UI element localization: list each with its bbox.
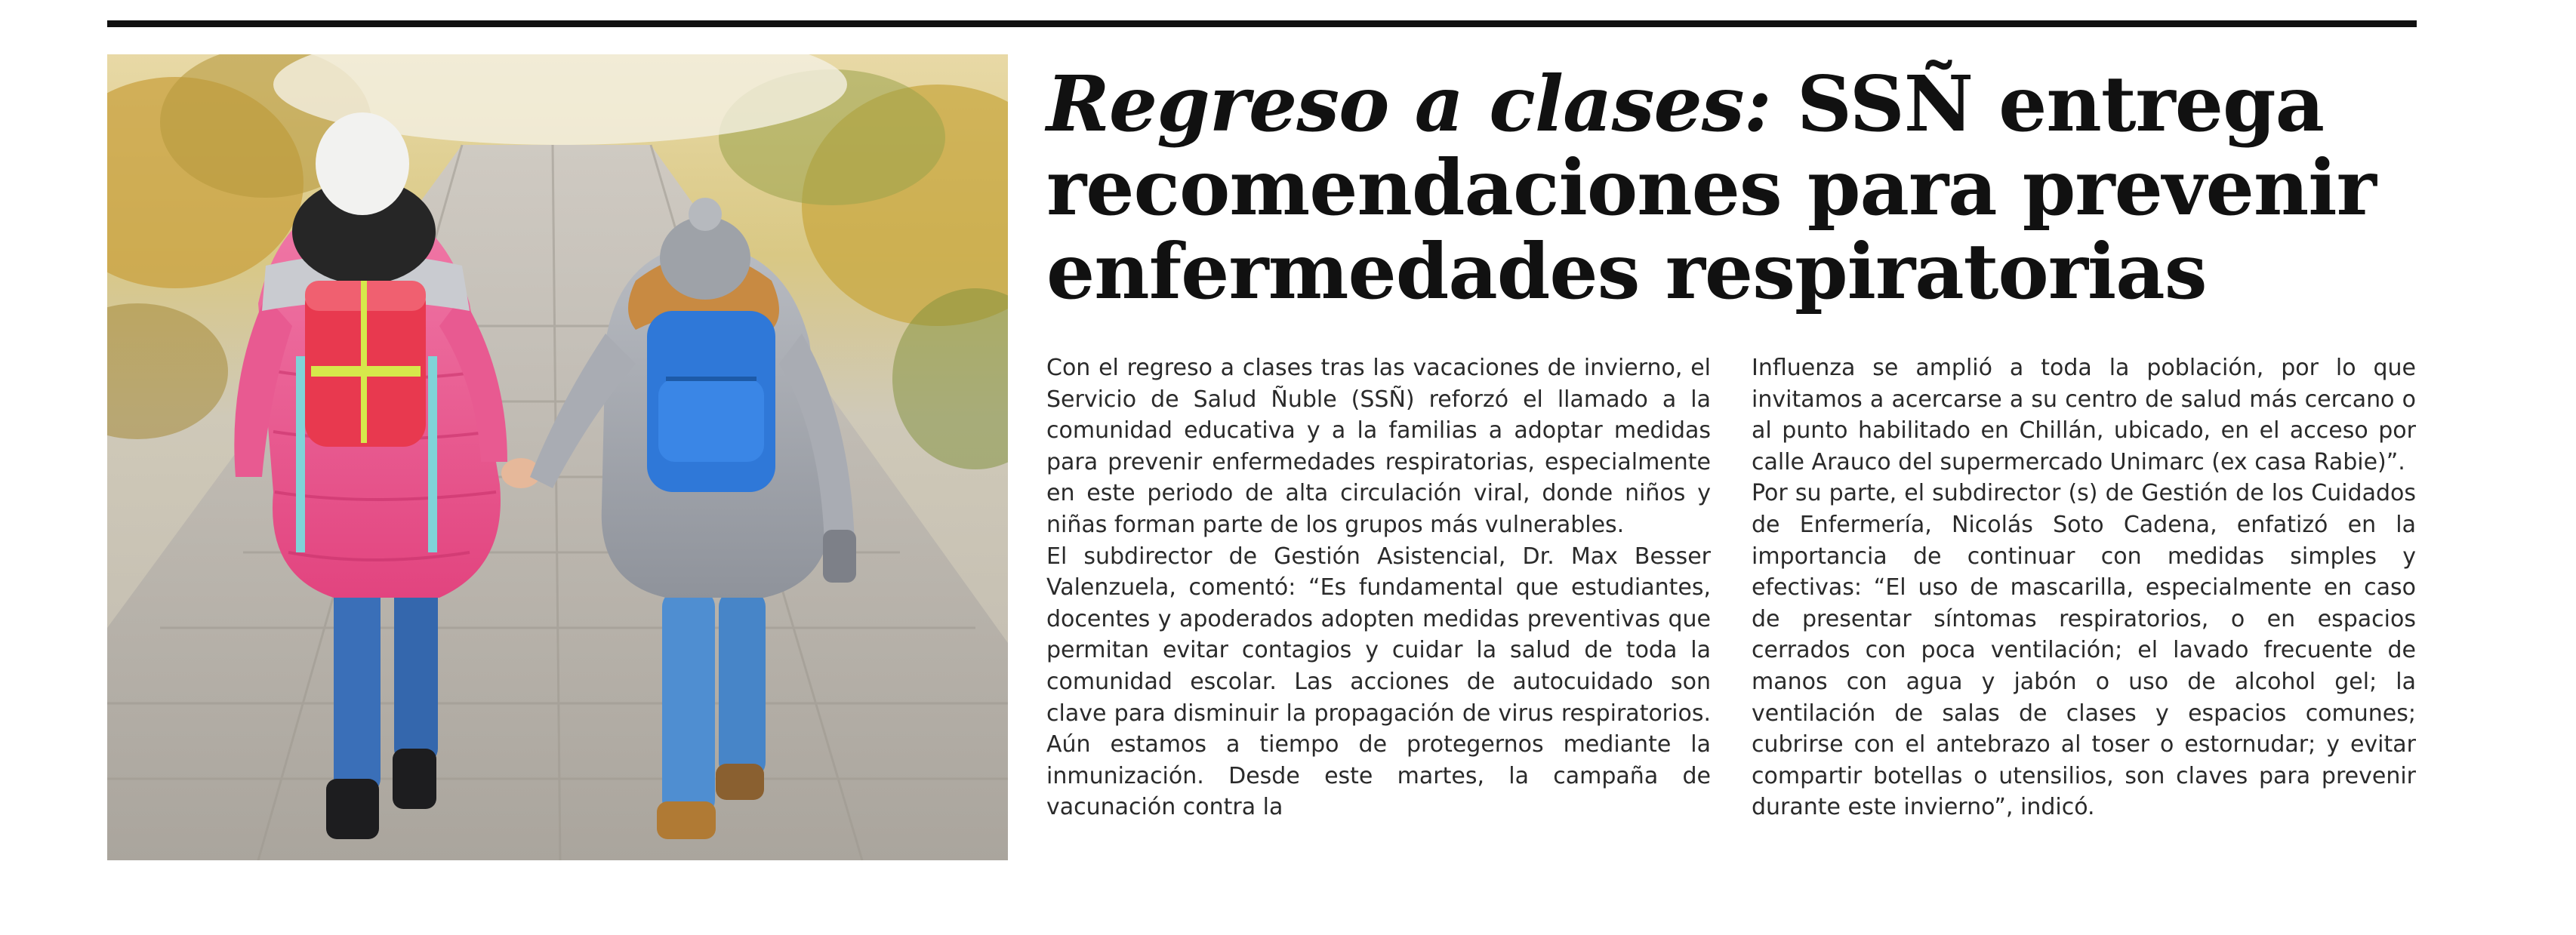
top-rule [107, 20, 2417, 27]
body-column-2 [1752, 352, 2416, 823]
headline-kicker: Regreso a clases: [1046, 59, 1771, 149]
body-column-1 [1046, 352, 1711, 823]
headline-title: SSÑ entrega recomendaciones para prevenir enfermedades respiratorias [1046, 59, 2376, 316]
headline [1046, 59, 2420, 316]
body-paragraph: El subdirector de Gestión Asistencial, Dr. Max Besser Valenzuela, comentó: “Es fundamental que estudiantes, docentes y apoderados adopten medidas preventivas que permitan evitar contagios y cuidar la salud de toda la comunidad escolar. Las acciones de autocuidado son clave para disminuir la propagación de virus respiratorios. Aún estamos a tiempo de protegernos mediante la inmunización. Desde este martes, la campaña de vacunación contra la [1046, 543, 1711, 821]
body-paragraph: Por su parte, el subdirector (s) de Gestión de los Cuidados de Enfermería, Nicolás Soto Cadena, enfatizó en la importancia de continuar con medidas simples y efectivas: “El uso de mascarilla, especialmente en caso de presentar síntomas respiratorios, o en espacios cerrados con poca ventilación; el lavado frecuente de manos con agua y jabón o uso de alcohol gel; la ventilación de salas de clases y espacios comunes; cubrirse con el antebrazo al toser o estornudar; y evitar compartir botellas o utensilios, son claves para prevenir durante este invierno”, indicó. [1752, 480, 2416, 821]
body-paragraph: Influenza se amplió a toda la población, por lo que invitamos a acercarse a su centro de salud más cercano o al punto habilitado en Chillán, ubicado, en el acceso por calle Arauco del supermercado Unimarc (ex casa Rabie)”. [1752, 355, 2416, 475]
article-photo [107, 54, 1008, 860]
body-paragraph: Con el regreso a clases tras las vacaciones de invierno, el Servicio de Salud Ñuble (SSÑ) reforzó el llamado a la comunidad educativa y a la familias a adoptar medidas para prevenir enfermedades respiratorias, especialmente en este periodo de alta circulación viral, donde niños y niñas forman parte de los grupos más vulnerables. [1046, 355, 1711, 538]
